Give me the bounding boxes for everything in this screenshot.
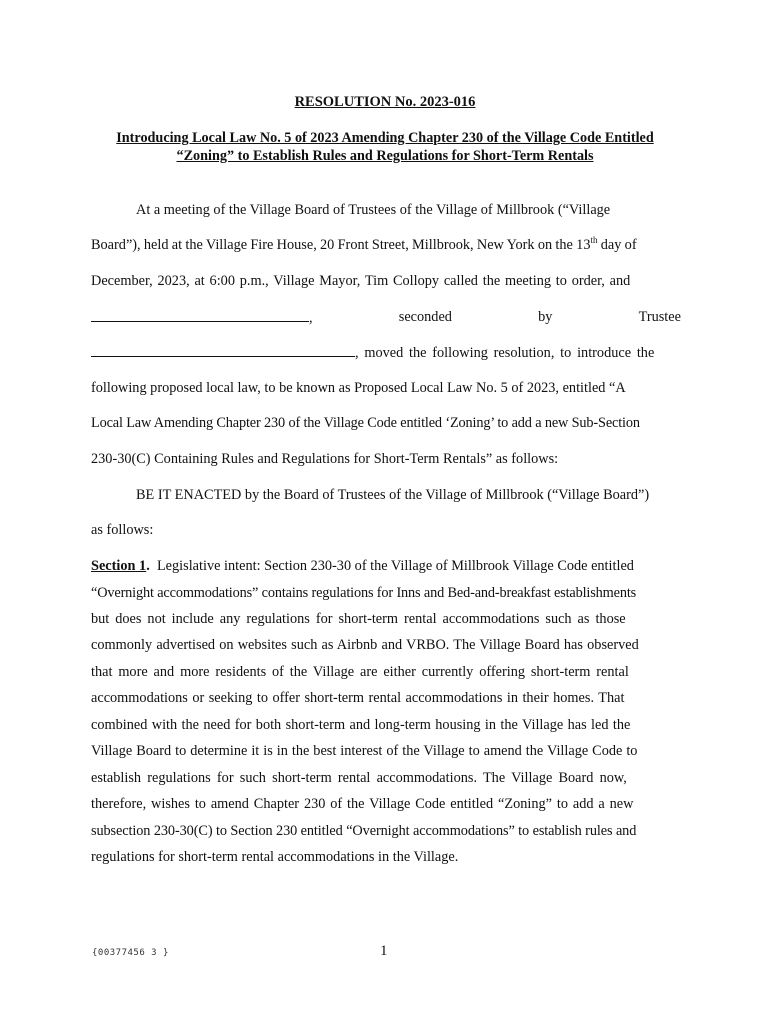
document-id: {00377456 3 }: [92, 948, 169, 958]
section1-line-3: but does not include any regulations for short-term rental accommodations such as those: [91, 611, 626, 627]
p1-line-4: , seconded by Trustee: [91, 309, 681, 327]
p1-line-6: following proposed local law, to be known as Proposed Local Law No. 5 of 2023, entitled “A: [91, 380, 626, 396]
p1-line-1: At a meeting of the Village Board of Trustees of the Village of Millbrook (“Village: [136, 202, 611, 218]
p1-line-7: Local Law Amending Chapter 230 of the Village Code entitled ‘Zoning’ to add a new Sub-Section: [91, 415, 640, 431]
section1-line-4: commonly advertised on websites such as Airbnb and VRBO. The Village Board has observed: [91, 637, 639, 653]
p1-line-5: , moved the following resolution, to introduce the: [91, 344, 681, 362]
p1-line-3: December, 2023, at 6:00 p.m., Village Mayor, Tim Collopy called the meeting to order, and: [91, 273, 631, 289]
subtitle-line-1: Introducing Local Law No. 5 of 2023 Amending Chapter 230 of the Village Code Entitled: [116, 130, 654, 146]
p2-line-1: BE IT ENACTED by the Board of Trustees of the Village of Millbrook (“Village Board”): [136, 487, 650, 503]
section1-line-11: subsection 230-30(C) to Section 230 entitled “Overnight accommodations” to establish rules and: [91, 823, 637, 839]
section1-line-12: regulations for short-term rental accommodations in the Village.: [91, 849, 459, 865]
resolution-subtitle: [90, 129, 680, 165]
p1-line-8: 230-30(C) Containing Rules and Regulations for Short-Term Rentals” as follows:: [91, 451, 559, 467]
p1-line-2: Board”), held at the Village Fire House, 20 Front Street, Millbrook, New York on the 13th day of: [91, 235, 637, 253]
section1-line-2: “Overnight accommodations” contains regulations for Inns and Bed-and-breakfast establishments: [91, 585, 637, 601]
section1-line-9: establish regulations for such short-term rental accommodations. The Village Board now,: [91, 770, 627, 786]
section1-line-6: accommodations or seeking to offer short-term rental accommodations in their homes. That: [91, 690, 625, 706]
section1-line-10: therefore, wishes to amend Chapter 230 of the Village Code entitled “Zoning” to add a new: [91, 796, 634, 812]
subtitle-line-2: “Zoning” to Establish Rules and Regulations for Short-Term Rentals: [176, 148, 594, 164]
section1-line-8: Village Board to determine it is in the best interest of the Village to amend the Village Code to: [91, 743, 638, 759]
section1-line-5: that more and more residents of the Village are either currently offering short-term rental: [91, 664, 629, 680]
resolution-title: RESOLUTION No. 2023-016: [294, 94, 476, 110]
mover-blank-line: [91, 309, 309, 322]
seconder-blank-line: [91, 344, 355, 357]
section1-line-7: combined with the need for both short-term and long-term housing in the Village has led the: [91, 717, 631, 733]
page-number: 1: [380, 943, 388, 959]
p2-line-2: as follows:: [91, 522, 154, 538]
section1-line-1: Section 1. Legislative intent: Section 230-30 of the Village of Millbrook Village Code entitled: [91, 558, 634, 574]
section1-heading: Section 1: [91, 558, 147, 574]
